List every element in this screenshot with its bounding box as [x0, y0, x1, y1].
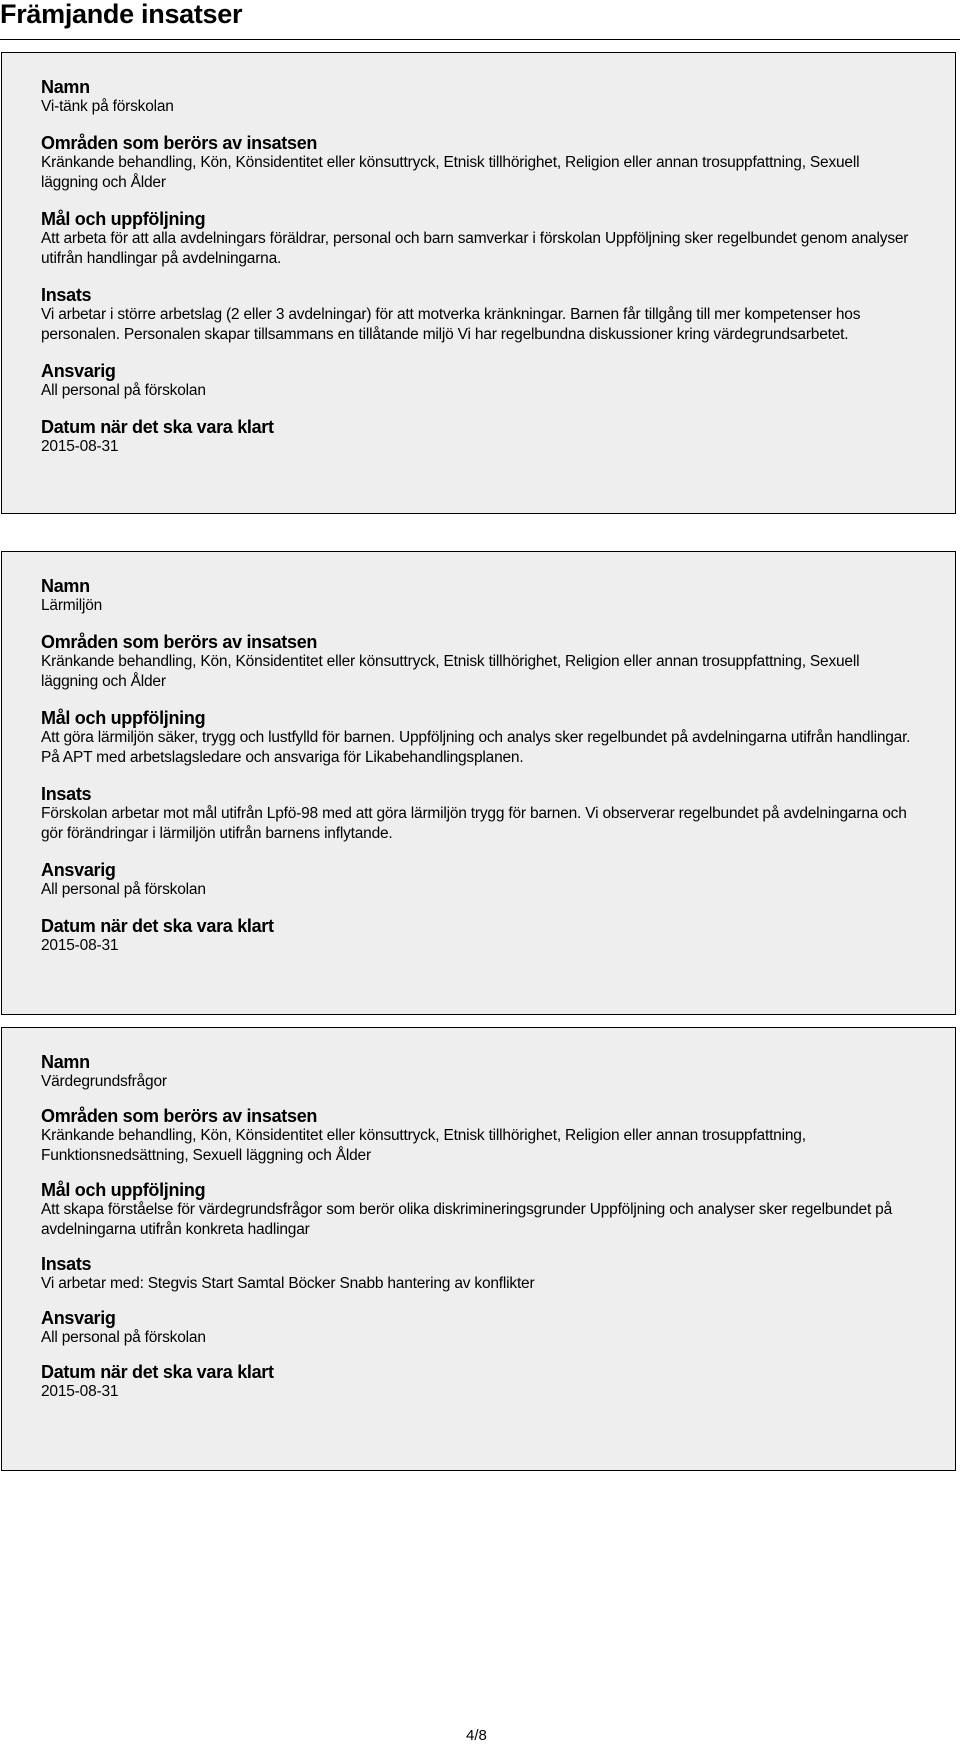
areas-label: Områden som berörs av insatsen	[41, 133, 318, 153]
responsible-value: All personal på förskolan	[41, 881, 206, 898]
areas-label: Områden som berörs av insatsen	[41, 1106, 318, 1126]
deadline-field	[41, 417, 915, 457]
name-field	[41, 576, 915, 616]
deadline-value: 2015-08-31	[41, 937, 119, 954]
areas-value: Kränkande behandling, Kön, Könsidentitet eller könsuttryck, Etnisk tillhörighet, Religion eller annan trosuppfattning, Funktionsnedsättning, Sexuell läggning och Ålder	[41, 1127, 806, 1164]
responsible-label: Ansvarig	[41, 361, 116, 381]
action-field	[41, 784, 915, 844]
name-label: Namn	[41, 77, 90, 97]
deadline-field	[41, 1362, 915, 1402]
action-value: Vi arbetar i större arbetslag (2 eller 3 avdelningar) för att motverka kränkningar. Barnen får tillgång till mer kompetenser hos personalen. Personalen skapar tillsammans en tillåtande miljö Vi har regelbundna diskussioner kring värdegrundsarbetet.	[41, 306, 861, 343]
areas-field	[41, 632, 915, 692]
deadline-value: 2015-08-31	[41, 1383, 119, 1400]
goal-value: Att skapa förståelse för värdegrundsfrågor som berör olika diskrimineringsgrunder Uppföljning och analyser sker regelbundet på avdelningarna utifrån konkreta hadlingar	[41, 1201, 893, 1238]
responsible-value: All personal på förskolan	[41, 382, 206, 399]
name-value: Värdegrundsfrågor	[41, 1073, 167, 1090]
areas-value: Kränkande behandling, Kön, Könsidentitet eller könsuttryck, Etnisk tillhörighet, Religion eller annan trosuppfattning, Sexuell läggning och Ålder	[41, 154, 860, 191]
action-value: Förskolan arbetar mot mål utifrån Lpfö-98 med att göra lärmiljön trygg för barnen. Vi observerar regelbundet på avdelningarna och gör förändringar i lärmiljön utifrån barnens inflytande.	[41, 805, 907, 842]
measure-card	[1, 551, 956, 1015]
goal-label: Mål och uppföljning	[41, 708, 206, 728]
deadline-value: 2015-08-31	[41, 438, 119, 455]
areas-label: Områden som berörs av insatsen	[41, 632, 318, 652]
measure-card	[1, 52, 956, 514]
responsible-field	[41, 860, 915, 900]
goal-field	[41, 209, 915, 269]
goal-field	[41, 708, 915, 768]
measure-card	[1, 1027, 956, 1471]
title-divider	[0, 39, 960, 40]
deadline-label: Datum när det ska vara klart	[41, 916, 274, 936]
goal-field	[41, 1180, 915, 1240]
action-label: Insats	[41, 1254, 92, 1274]
name-value: Lärmiljön	[41, 597, 103, 614]
action-field	[41, 1254, 915, 1294]
responsible-field	[41, 1308, 915, 1348]
deadline-label: Datum när det ska vara klart	[41, 417, 274, 437]
goal-label: Mål och uppföljning	[41, 1180, 206, 1200]
deadline-field	[41, 916, 915, 956]
action-field	[41, 285, 915, 345]
page-title: Främjande insatser	[0, 0, 243, 29]
goal-label: Mål och uppföljning	[41, 209, 206, 229]
goal-value: Att göra lärmiljön säker, trygg och lustfylld för barnen. Uppföljning och analys sker regelbundet på avdelningarna utifrån handlingar. På APT med arbetslagsledare och ansvariga för Likabehandlingsplanen.	[41, 729, 911, 766]
name-value: Vi-tänk på förskolan	[41, 98, 174, 115]
responsible-field	[41, 361, 915, 401]
page-number: 4/8	[466, 1727, 487, 1744]
name-field	[41, 1052, 915, 1092]
action-label: Insats	[41, 285, 92, 305]
responsible-label: Ansvarig	[41, 860, 116, 880]
responsible-label: Ansvarig	[41, 1308, 116, 1328]
name-field	[41, 77, 915, 117]
responsible-value: All personal på förskolan	[41, 1329, 206, 1346]
action-label: Insats	[41, 784, 92, 804]
goal-value: Att arbeta för att alla avdelningars föräldrar, personal och barn samverkar i förskolan Uppföljning sker regelbundet genom analyser utifrån handlingar på avdelningarna.	[41, 230, 909, 267]
action-value: Vi arbetar med: Stegvis Start Samtal Böcker Snabb hantering av konflikter	[41, 1275, 535, 1292]
name-label: Namn	[41, 1052, 90, 1072]
name-label: Namn	[41, 576, 90, 596]
areas-field	[41, 1106, 915, 1166]
areas-field	[41, 133, 915, 193]
areas-value: Kränkande behandling, Kön, Könsidentitet eller könsuttryck, Etnisk tillhörighet, Religion eller annan trosuppfattning, Sexuell läggning och Ålder	[41, 653, 860, 690]
deadline-label: Datum när det ska vara klart	[41, 1362, 274, 1382]
